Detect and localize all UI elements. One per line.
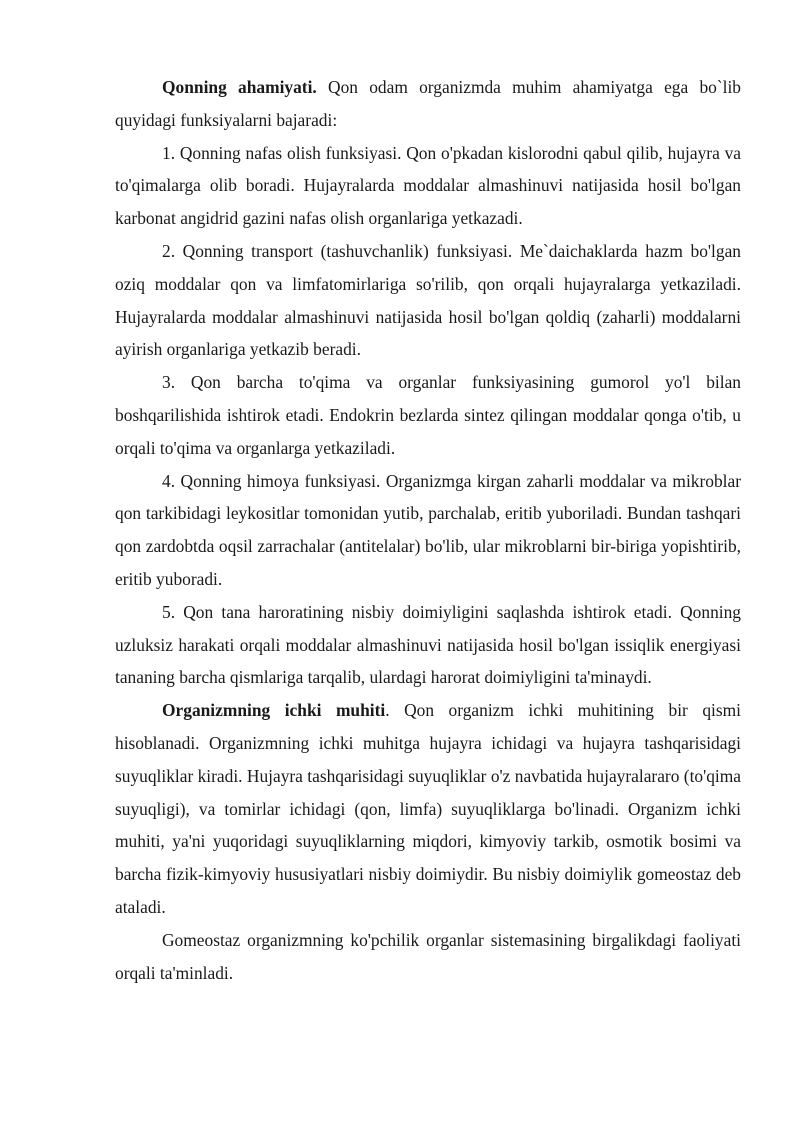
- section-heading-internal-environment: Organizmning ichki muhiti: [162, 700, 386, 721]
- paragraph-protective-function: 4. Qonning himoya funksiyasi. Organizmga kirgan zaharli moddalar va mikroblar qon tarkibidagi leykositlar tomonidan yutib, parchalab, eritib yuboriladi. Bundan tashqari qon zardobtda oqsil zarrachalar (antitelalar) bo'lib, ular mikroblarni bir-biriga yopishtirib, eritib yuboradi.: [115, 470, 741, 589]
- paragraph-blood-importance: [115, 71, 741, 137]
- paragraph-humoral-regulation: 3. Qon barcha to'qima va organlar funksiyasining gumorol yo'l bilan boshqarilishida ishtirok etadi. Endokrin bezlarda sintez qilingan moddalar qonga o'tib, u orqali to'qima va organlarga yetkaziladi.: [115, 372, 741, 458]
- paragraph-transport-function: 2. Qonning transport (tashuvchanlik) funksiyasi. Me`daichaklarda hazm bo'lgan oziq moddalar qon va limfatomirlariga so'rilib, qon orqali hujayralarga yetkaziladi. Hujayralarda moddalar almashinuvi natijasida hosil bo'lgan qoldiq (zaharli) moddalarni ayirish organlariga yetkazib beradi.: [115, 240, 741, 360]
- document-page: [115, 71, 741, 989]
- paragraph-internal-environment: [115, 694, 741, 924]
- paragraph-text: . Qon organizm ichki muhitining bir qismi hisoblanadi. Organizmning ichki muhitga hujayra ichidagi va hujayra tashqarisidagi suyuqliklar kiradi. Hujayra tashqarisidagi suyuqliklar o'z navbatida hujayralararo (to'qima suyuqligi), va tomirlar ichidagi (qon, limfa) suyuqliklarga bo'linadi. Organizm ichki muhiti, ya'ni yuqoridagi suyuqliklarning miqdori, kimyoviy tarkib, osmotik bosimi va barcha fizik-kimyoviy hususiyatlari nisbiy doimiydir. Bu nisbiy doimiylik gomeostaz deb ataladi.: [115, 700, 741, 917]
- paragraph-text: Qon odam organizmda muhim ahamiyatga ega bo`lib quyidagi funksiyalarni bajaradi:: [115, 77, 741, 130]
- paragraph-respiratory-function: 1. Qonning nafas olish funksiyasi. Qon o'pkadan kislorodni qabul qilib, hujayra va to'qimalarga olib boradi. Hujayralarda moddalar almashinuvi natijasida hosil bo'lgan karbonat angidrid gazini nafas olish organlariga yetkazadi.: [115, 142, 741, 229]
- paragraph-thermoregulation: 5. Qon tana haroratining nisbiy doimiyligini saqlashda ishtirok etadi. Qonning uzluksiz harakati orqali moddalar almashinuvi natijasida hosil bo'lgan issiqlik energiyasi tananing barcha qismlariga tarqalib, ulardagi harorat doimiyligini ta'minaydi.: [115, 601, 741, 688]
- section-heading-blood-importance: Qonning ahamiyati.: [162, 77, 317, 97]
- paragraph-homeostasis: Gomeostaz organizmning ko'pchilik organlar sistemasining birgalikdagi faoliyati orqali ta'minladi.: [115, 929, 741, 983]
